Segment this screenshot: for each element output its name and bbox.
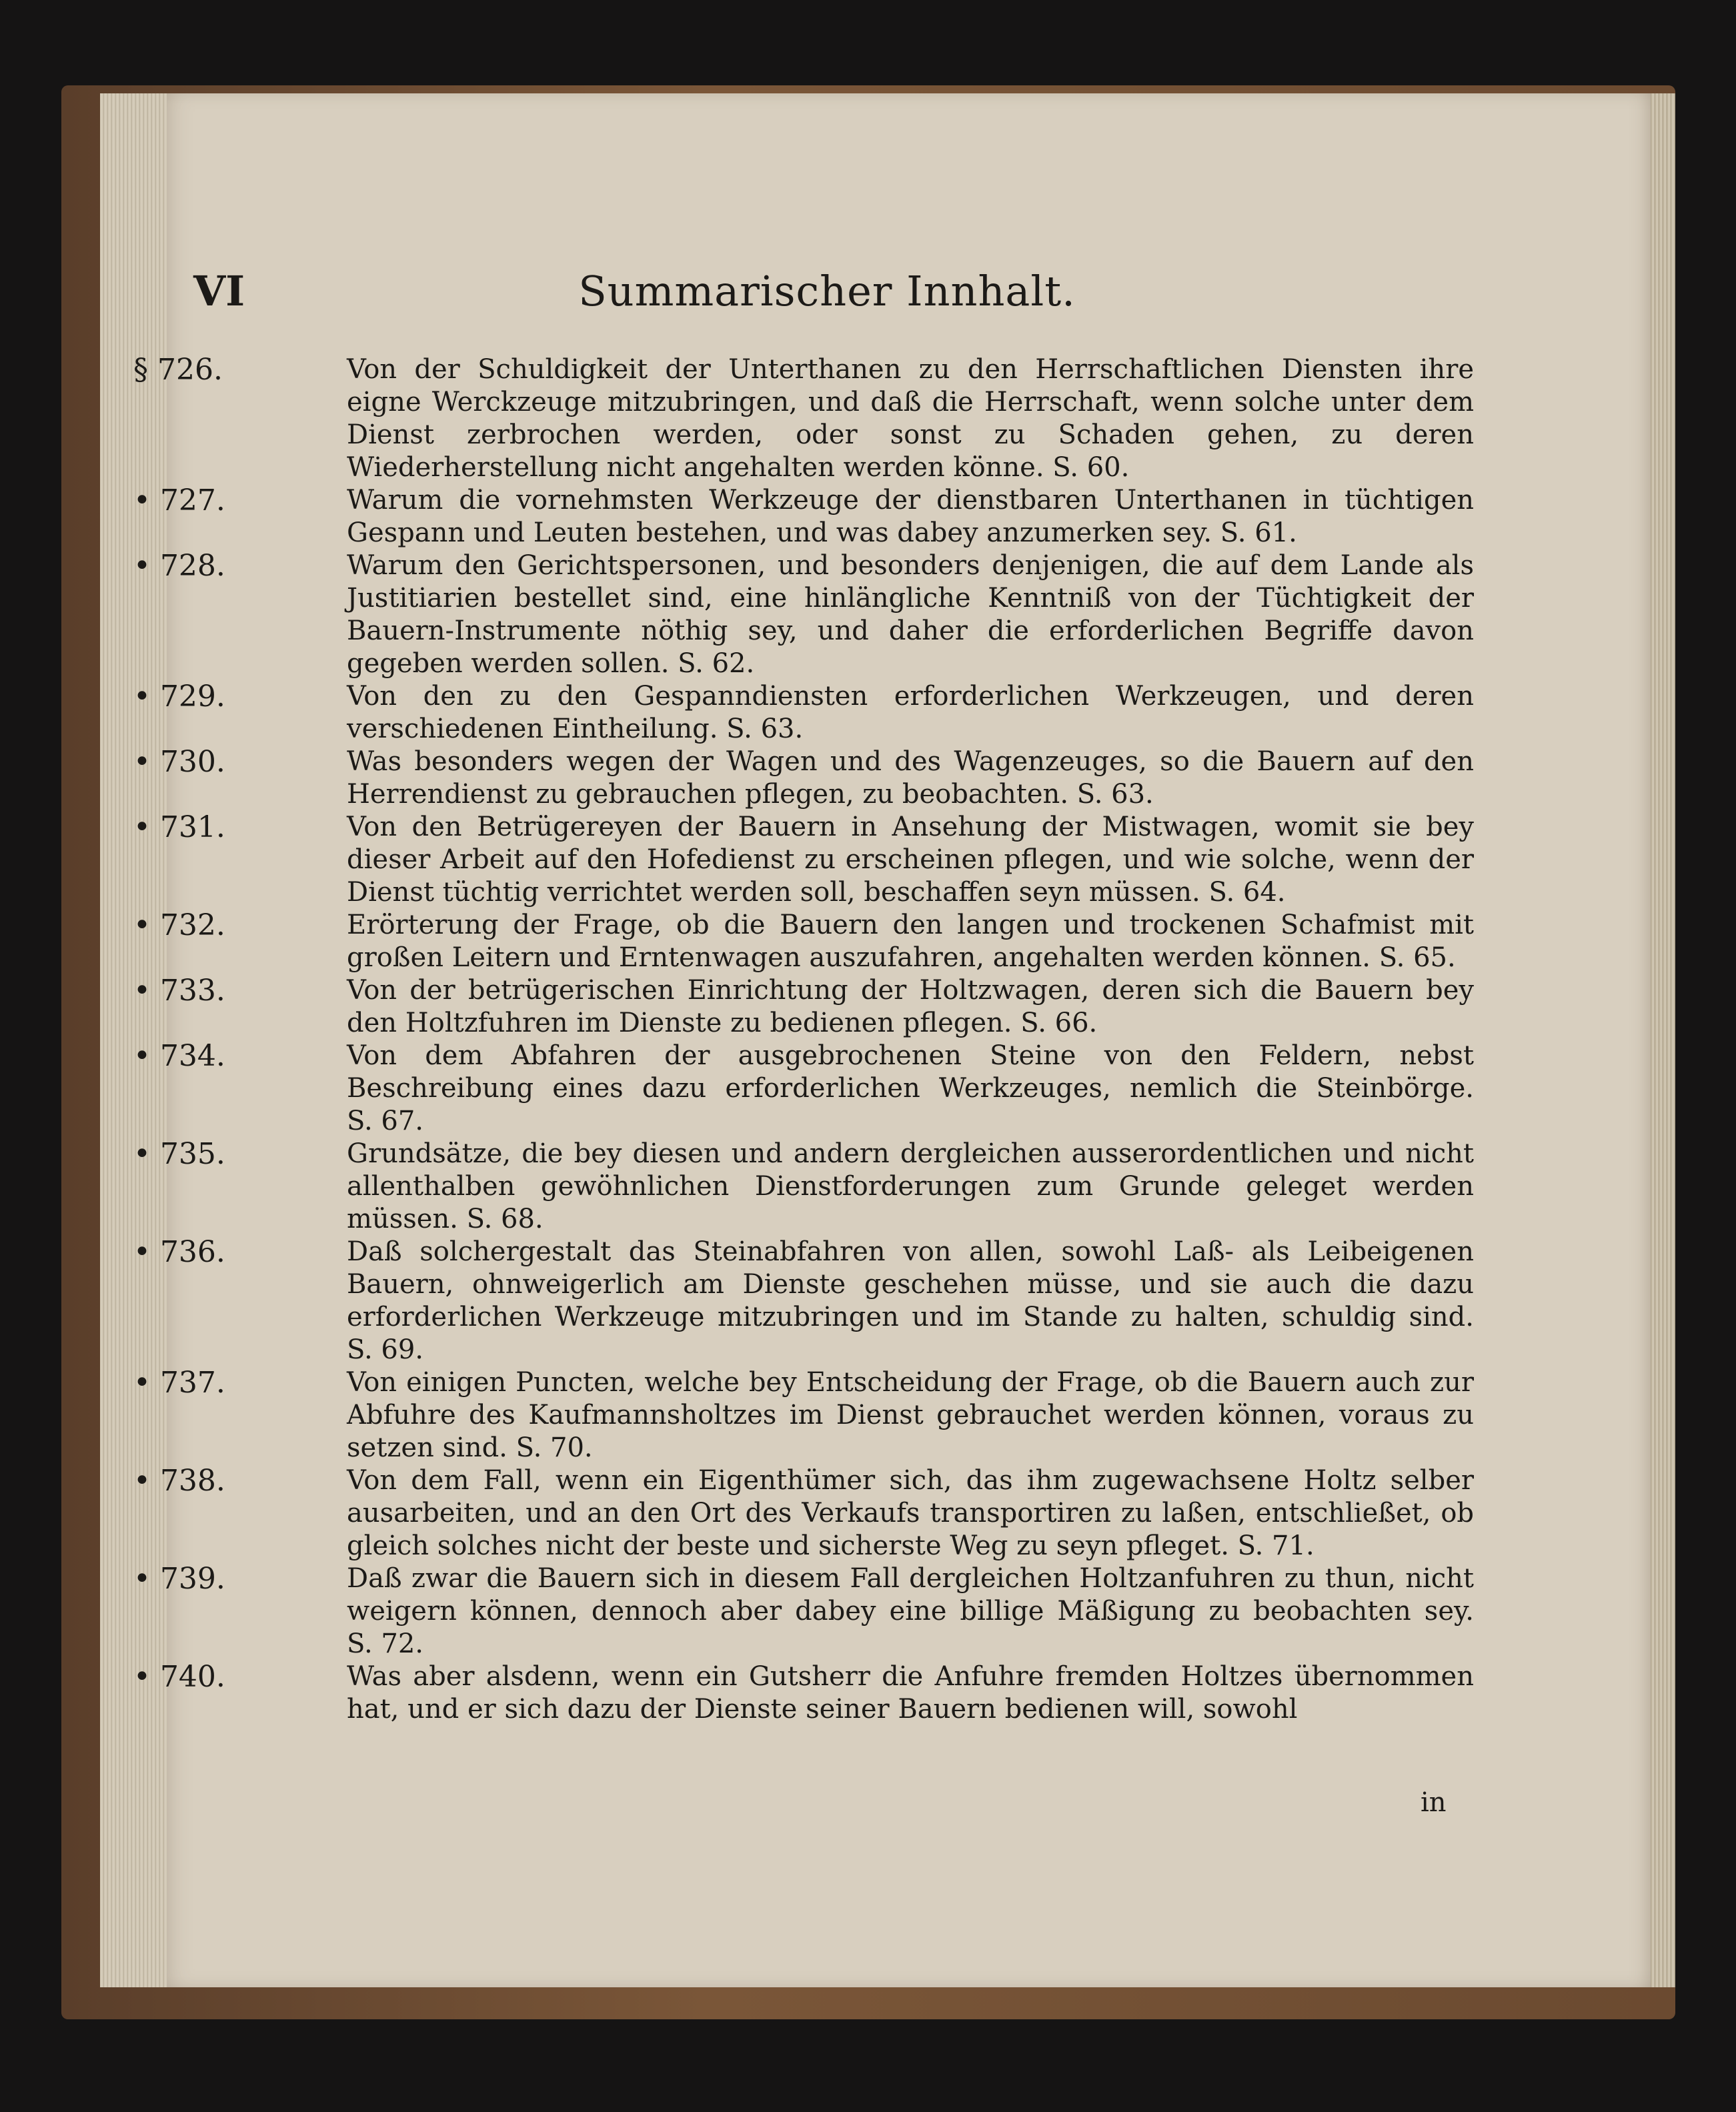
section-number: • 736. — [133, 1235, 225, 1269]
section-number: • 737. — [133, 1366, 225, 1400]
entry-text — [347, 1661, 1474, 1726]
entry-text — [347, 550, 1474, 680]
toc-entry — [133, 483, 1474, 550]
toc-entry — [133, 1660, 1474, 1726]
entry-description: Warum die vornehmsten Werkzeuge der dienstbaren Unterthanen in tüchtigen Gespann und Leuten bestehen, und was dabey anzumerken sey. — [347, 485, 1474, 548]
section-number: • 739. — [133, 1562, 225, 1596]
entry-description: Von der Schuldigkeit der Unterthanen zu den Herrschaftlichen Diensten ihre eigne Werckzeuge mitzubringen, und daß die Herrschaft, wenn solche unter dem Dienst zerbrochen werden, oder sonst zu Schaden gehen, zu deren Wiederherstellung nicht angehalten werden könne. — [347, 354, 1474, 483]
running-title: Summarischer Innhalt. — [578, 267, 1076, 315]
entry-description: Daß zwar die Bauern sich in diesem Fall dergleichen Holtzanfuhren zu thun, nicht weigern können, dennoch aber dabey eine billige Mäßigung zu beobachten sey. — [347, 1563, 1474, 1627]
section-number: • 729. — [133, 680, 225, 714]
section-number: • 727. — [133, 483, 225, 517]
page-reference: S. 63. — [726, 714, 804, 744]
entry-description: Von der betrügerischen Einrichtung der Holtzwagen, deren sich die Bauern bey den Holtzfuhren im Dienste zu bedienen pflegen. — [347, 975, 1474, 1038]
toc-entry — [133, 549, 1474, 680]
page-reference: S. 61. — [1220, 517, 1297, 548]
entry-description: Von einigen Puncten, welche bey Entscheidung der Frage, ob die Bauern auch zur Abfuhre des Kaufmannsholtzes im Dienst gebrauchet werden können, voraus zu setzen sind. — [347, 1367, 1474, 1463]
page-reference: S. 71. — [1237, 1530, 1315, 1561]
entry-description: Warum den Gerichtspersonen, und besonders denjenigen, die auf dem Lande als Justitiarien bestellet sind, eine hinlängliche Kenntniß von der Tüchtigkeit der Bauern-Instrumente nöthig sey, und daher die erforderlichen Begriffe davon gegeben werden sollen. — [347, 550, 1474, 679]
toc-entry — [133, 1366, 1474, 1464]
page-header — [193, 267, 1461, 340]
page-reference: S. 68. — [466, 1204, 544, 1234]
toc-entry — [133, 1235, 1474, 1366]
page-reference: S. 60. — [1052, 452, 1130, 483]
section-number: • 733. — [133, 974, 225, 1008]
entry-text — [347, 680, 1474, 746]
section-number: • 732. — [133, 908, 225, 942]
section-number: • 730. — [133, 745, 225, 779]
section-number: • 735. — [133, 1137, 225, 1171]
entry-description: Erörterung der Frage, ob die Bauern den langen und trockenen Schafmist mit großen Leitern und Erntenwagen auszufahren, angehalten werden können. — [347, 910, 1474, 973]
entry-text — [347, 1562, 1474, 1661]
page-reference: S. 65. — [1379, 942, 1456, 973]
entry-text — [347, 1464, 1474, 1562]
page-reference: S. 69. — [347, 1334, 424, 1365]
entry-text — [347, 811, 1474, 909]
entry-text — [347, 1138, 1474, 1236]
entry-description: Daß solchergestalt das Steinabfahren von allen, sowohl Laß- als Leibeigenen Bauern, ohnweigerlich am Dienste geschehen müsse, und sie auch die dazu erforderlichen Werkzeuge mitzubringen und im Stande zu halten, schuldig sind. — [347, 1236, 1474, 1332]
toc-entry — [133, 353, 1474, 484]
entry-description: Grundsätze, die bey diesen und andern dergleichen ausserordentlichen und nicht allenthalben gewöhnlichen Dienstforderungen zum Grunde geleget werden müssen. — [347, 1138, 1474, 1234]
page-reference: S. 62. — [678, 648, 755, 679]
entry-description: Von dem Abfahren der ausgebrochenen Steine von den Feldern, nebst Beschreibung eines dazu erforderlichen Werkzeuges, nemlich die Steinbörge. — [347, 1040, 1474, 1104]
entry-text — [347, 484, 1474, 550]
page-reference: S. 67. — [347, 1106, 424, 1136]
toc-entry — [133, 908, 1474, 974]
toc-entry — [133, 1039, 1474, 1138]
toc-entry — [133, 1137, 1474, 1236]
page-number: VI — [193, 267, 245, 315]
entry-description: Was besonders wegen der Wagen und des Wagenzeuges, so die Bauern auf den Herrendienst zu gebrauchen pflegen, zu beobachten. — [347, 746, 1474, 810]
section-number: • 731. — [133, 810, 225, 844]
toc-entry — [133, 974, 1474, 1040]
entry-text — [347, 353, 1474, 484]
page-reference: S. 70. — [516, 1432, 593, 1463]
entry-description: Von dem Fall, wenn ein Eigenthümer sich, das ihm zugewachsene Holtz selber ausarbeiten, und an den Ort des Verkaufs transportiren zu laßen, entschließet, ob gleich solches nicht der beste und sicherste Weg zu seyn pfleget. — [347, 1465, 1474, 1561]
entry-text — [347, 1236, 1474, 1366]
page-reference: S. 72. — [347, 1629, 424, 1659]
entry-text — [347, 974, 1474, 1040]
section-number: • 734. — [133, 1039, 225, 1073]
entry-description: Von den Betrügereyen der Bauern in Ansehung der Mistwagen, womit sie bey dieser Arbeit auf den Hofedienst zu erscheinen pflegen, und wie solche, wenn der Dienst tüchtig verrichtet werden soll, beschaffen seyn müssen. — [347, 812, 1474, 908]
entry-description: Von den zu den Gespanndiensten erforderlichen Werkzeugen, und deren verschiedenen Eintheilung. — [347, 681, 1474, 744]
toc-entry — [133, 1562, 1474, 1661]
entry-text — [347, 746, 1474, 811]
section-number: § 726. — [133, 353, 223, 387]
page-edge-right — [1647, 93, 1675, 1987]
toc-entry — [133, 745, 1474, 811]
section-number: • 738. — [133, 1464, 225, 1498]
section-number: • 728. — [133, 549, 225, 583]
toc-entry — [133, 680, 1474, 746]
entry-text — [347, 1040, 1474, 1138]
page-reference: S. 66. — [1020, 1008, 1098, 1038]
section-number: • 740. — [133, 1660, 225, 1694]
entry-text — [347, 909, 1474, 974]
page-reference: S. 63. — [1076, 779, 1154, 810]
entry-description: Was aber alsdenn, wenn ein Gutsherr die Anfuhre fremden Holtzes übernommen hat, und er sich dazu der Dienste seiner Bauern bedienen will, sowohl — [347, 1661, 1474, 1725]
page-reference: S. 64. — [1208, 877, 1286, 908]
entry-text — [347, 1366, 1474, 1464]
toc-entry — [133, 1464, 1474, 1562]
table-of-contents — [133, 353, 1474, 1726]
catchword: in — [1421, 1787, 1447, 1818]
toc-entry — [133, 810, 1474, 909]
